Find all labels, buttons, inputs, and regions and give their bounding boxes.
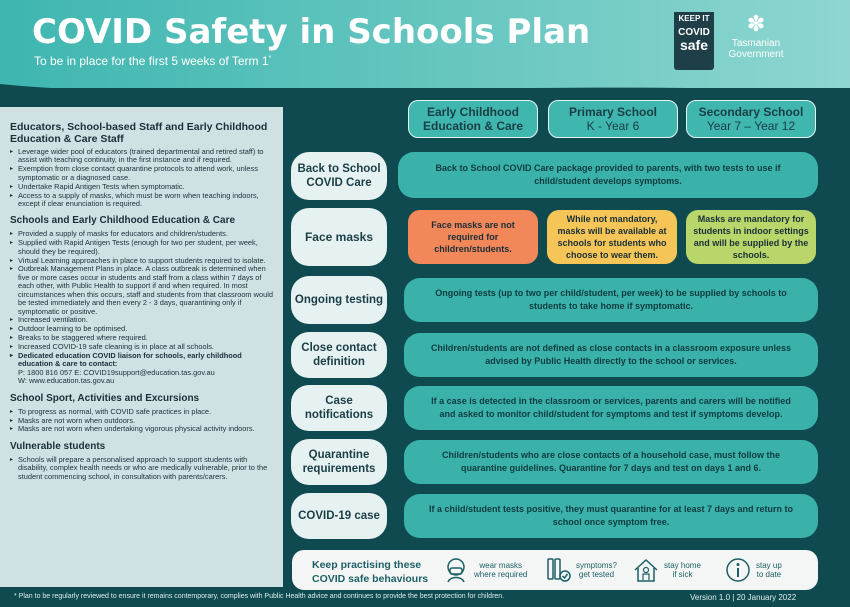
tasmanian-government-logo: ✽ Tasmanian Government	[724, 10, 788, 70]
keep-it-covid-safe-logo: KEEP IT COVID safe	[674, 12, 714, 70]
face-masks-early-childhood: Face masks are not required for children/students.	[408, 210, 538, 264]
row-label-quarantine: Quarantine requirements	[291, 439, 387, 485]
list-item: ▸ Provided a supply of masks for educators and children/students.	[10, 230, 275, 238]
column-header-secondary-school: Secondary School Year 7 – Year 12	[686, 100, 816, 138]
safe-behaviours-bar	[292, 550, 818, 590]
row-content-covid-case: If a child/student tests positive, they must quarantine for at least 7 days and return to school once symptom free.	[404, 494, 818, 538]
section-heading: Vulnerable students	[10, 440, 106, 452]
footer-note: * Plan to be regularly reviewed to ensure it remains contemporary, complies with Public Health advice and continues to provide the best protection for children.	[14, 593, 505, 600]
list-item: ▸ To progress as normal, with COVID safe practices in place.	[10, 408, 275, 416]
tasmanian-devil-icon: ✽	[746, 11, 766, 36]
list-item: ▸ Increased COVID-19 safe cleaning is in place at all schools.	[10, 343, 275, 351]
list-item: ▸ Outbreak Management Plans in place. A class outbreak is determined when five or more cases occur in students and staff from a class within 7 days of each other, with Public Health to support if and when required. In most circumstances when this occurs, staff and students from that classroom would be tested immediately and then every 2 - 3 days, quarantining only if symptomatic or positive.	[10, 265, 275, 315]
row-label-covid-case: COVID-19 case	[291, 493, 387, 539]
row-content-ongoing-testing: Ongoing tests (up to two per child/student, per week) to be supplied by schools to students to take home if symptomatic.	[404, 278, 818, 322]
behaviour-wear-masks: wear masks where required	[442, 555, 527, 585]
list-item: ▸ Supplied with Rapid Antigen Tests (enough for two per student, per week, should they be required).	[10, 239, 275, 256]
row-content-quarantine: Children/students who are close contacts of a household case, must follow the quarantine guidelines. Quarantine for 7 days and test on days 1 and 6.	[404, 440, 818, 484]
section-list	[10, 456, 275, 481]
row-content-case-notifications: If a case is detected in the classroom or services, parents and carers will be notified and asked to monitor child/student for symptoms and test if symptoms develop.	[404, 386, 818, 430]
column-header-early-childhood: Early Childhood Education & Care	[408, 100, 538, 138]
header-banner	[0, 0, 850, 88]
list-item: ▸ Breaks to be staggered where required.	[10, 334, 275, 342]
contact-phone-email: P: 1800 816 057 E: COVID19support@education.tas.gov.au	[18, 367, 215, 377]
list-item: ▸ Masks are not worn when outdoors.	[10, 417, 275, 425]
list-item: ▸ Outdoor learning to be optimised.	[10, 325, 275, 333]
row-label-ongoing-testing: Ongoing testing	[291, 276, 387, 324]
contact-website: W: www.education.tas.gov.au	[18, 376, 115, 386]
row-content-back-to-school: Back to School COVID Care package provided to parents, with two tests to use if child/student develops symptoms.	[398, 152, 818, 198]
left-info-panel	[0, 107, 283, 587]
version-date: Version 1.0 | 20 January 2022	[690, 593, 797, 602]
list-item: ▸ Virtual Learning approaches in place to support students required to isolate.	[10, 257, 275, 265]
row-label-back-to-school: Back to School COVID Care	[291, 152, 387, 200]
section-list	[10, 408, 275, 434]
test-icon	[544, 556, 572, 584]
column-header-primary-school: Primary School K - Year 6	[548, 100, 678, 138]
row-label-case-notifications: Case notifications	[291, 385, 387, 431]
info-icon	[724, 556, 752, 584]
liaison-contact-item: ▸ Dedicated education COVID liaison for schools, early childhood education & care to contact: P: 1800 816 057 E: COVID19support@education.tas.gov.au W: www.education.tas.gov.au	[10, 352, 275, 386]
section-heading: School Sport, Activities and Excursions	[10, 392, 200, 404]
page-subtitle: To be in place for the first 5 weeks of Term 1*	[34, 54, 272, 68]
behaviour-stay-up-to-date: stay up to date	[724, 555, 782, 585]
page-title: COVID Safety in Schools Plan	[32, 12, 591, 52]
list-item: ▸ Masks are not worn when undertaking vigorous physical activity indoors.	[10, 425, 275, 433]
face-masks-secondary: Masks are mandatory for students in indoor settings and will be supplied by the schools.	[686, 210, 816, 264]
mask-icon	[442, 556, 470, 584]
row-label-face-masks: Face masks	[291, 208, 387, 266]
row-label-close-contact: Close contact definition	[291, 332, 387, 378]
behaviour-get-tested: symptoms? get tested	[544, 555, 617, 585]
list-item: ▸ Increased ventilation.	[10, 316, 275, 324]
list-item: ▸ Undertake Rapid Antigen Tests when symptomatic.	[10, 183, 275, 191]
header-wave	[0, 78, 850, 88]
section-heading: Educators, School-based Staff and Early Childhood Education & Care Staff	[10, 121, 268, 145]
section-list	[10, 230, 275, 385]
list-item: ▸ Leverage wider pool of educators (trained departmental and retired staff) to assist with teaching continuity, in the first instance and if required.	[10, 148, 275, 165]
section-heading: Schools and Early Childhood Education & Care	[10, 215, 236, 227]
behaviour-stay-home: stay home if sick	[632, 555, 701, 585]
list-item: ▸ Access to a supply of masks, which must be worn when teaching indoors, except if clear enunciation is required.	[10, 192, 275, 209]
safe-behaviours-title: Keep practising these COVID safe behaviours	[312, 559, 429, 585]
face-masks-primary: While not mandatory, masks will be available at schools for students who choose to wear them.	[547, 210, 677, 264]
list-item: ▸ Exemption from close contact quarantine protocols to attend work, unless symptomatic or a diagnosed case.	[10, 165, 275, 182]
home-icon	[632, 556, 660, 584]
list-item: ▸ Schools will prepare a personalised approach to support students with disability, complex health needs or who are medically vulnerable, prior to the student commencing school, in consultation with parents/carers.	[10, 456, 275, 481]
row-content-close-contact: Children/students are not defined as close contacts in a classroom exposure unless advised by Public Health directly to the school or services.	[404, 333, 818, 377]
section-list	[10, 148, 275, 208]
